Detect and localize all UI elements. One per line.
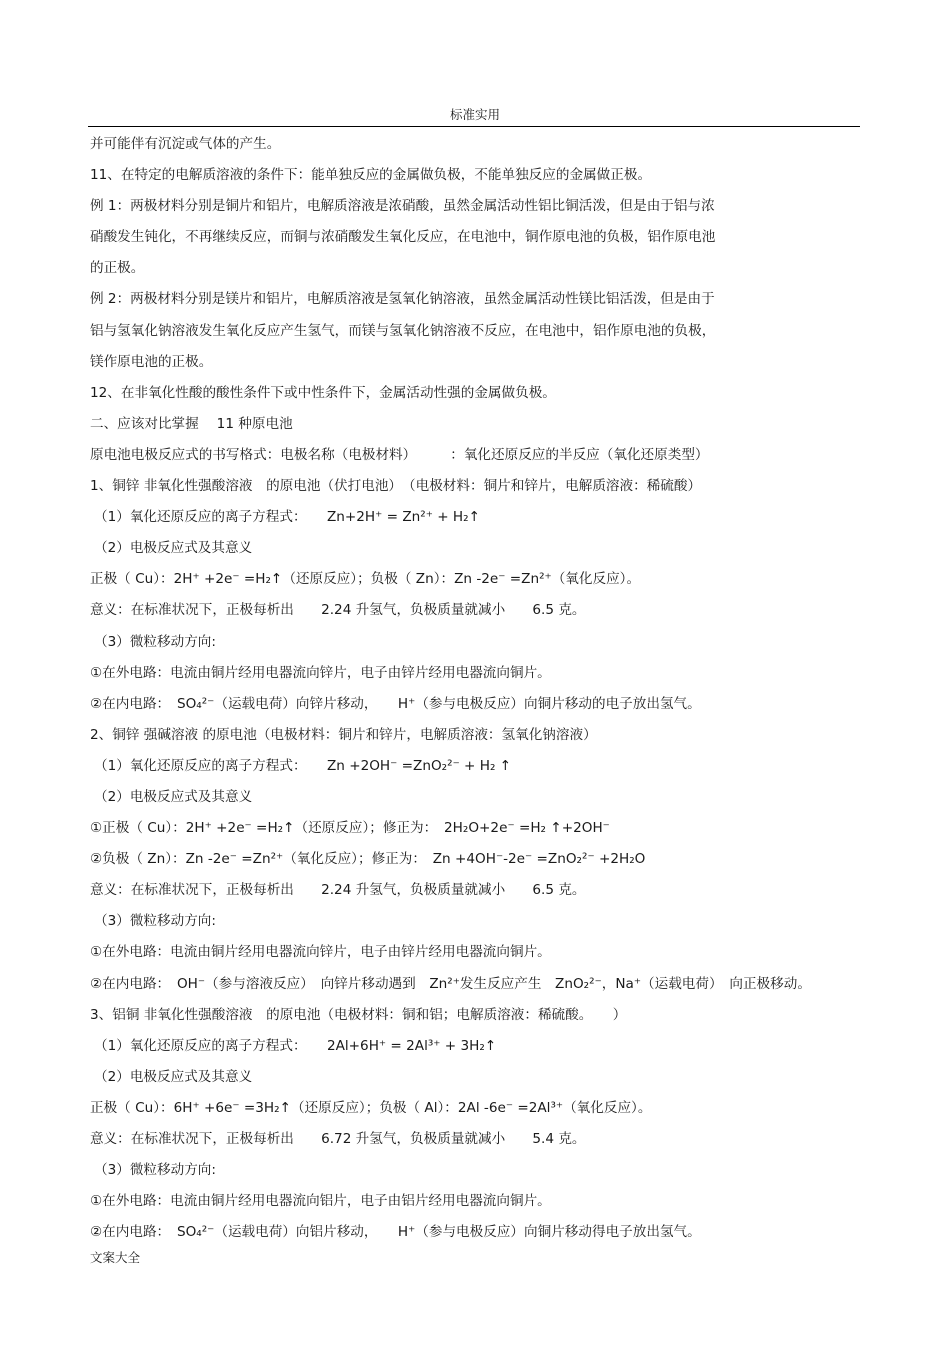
text-line: 正极（ Cu）：2H⁺ +2e⁻ =H₂↑（还原反应）；负极（ Zn）：Zn -2e⁻ =Zn²⁺（氧化反应）。: [90, 571, 641, 588]
text-line: ①在外电路：电流由铜片经用电器流向铝片，电子由铝片经用电器流向铜片。: [90, 1193, 551, 1210]
text-line: 正极（ Cu）：6H⁺ +6e⁻ =3H₂↑（还原反应）；负极（ Al）：2Al -6e⁻ =2Al³⁺（氧化反应）。: [90, 1099, 652, 1116]
text-line: 原电池电极反应式的书写格式：电极名称（电极材料） ：氧化还原反应的半反应（氧化还原类型）: [90, 446, 709, 463]
text-line: ②在内电路： OH⁻（参与溶液反应） 向锌片移动遇到 Zn²⁺发生反应产生 ZnO₂²⁻，Na⁺（运载电荷） 向正极移动。: [90, 975, 811, 992]
text-line: ①在外电路：电流由铜片经用电器流向锌片，电子由锌片经用电器流向铜片。: [90, 944, 551, 961]
section-heading: 二、应该对比掌握 11 种原电池: [90, 415, 293, 432]
text-line: 的正极。: [90, 260, 145, 277]
text-line: 意义：在标准状况下，正极每析出 6.72 升氢气，负极质量就减小 5.4 克。: [90, 1131, 586, 1147]
text-line: 并可能伴有沉淀或气体的产生。: [90, 136, 281, 152]
text-line: 硝酸发生钝化，不再继续反应，而铜与浓硝酸发生氧化反应，在电池中，铜作原电池的负极，铝作原电池: [90, 229, 716, 246]
text-line: ②在内电路： SO₄²⁻（运载电荷）向锌片移动， H⁺（参与电极反应）向铜片移动的电子放出氢气。: [90, 695, 701, 712]
text-line: 11、在特定的电解质溶液的条件下：能单独反应的金属做负极，不能单独反应的金属做正极。: [90, 167, 652, 184]
text-line: 例 1：两极材料分别是铜片和铝片，电解质溶液是浓硝酸，虽然金属活动性铝比铜活泼，但是由于铝与浓: [90, 198, 715, 215]
text-line: 意义：在标准状况下，正极每析出 2.24 升氢气，负极质量就减小 6.5 克。: [90, 602, 586, 619]
text-line: （2）电极反应式及其意义: [94, 1068, 253, 1085]
text-line: （1）氧化还原反应的离子方程式： 2Al+6H⁺ = 2Al³⁺ + 3H₂↑: [94, 1037, 497, 1054]
text-line: 12、在非氧化性酸的酸性条件下或中性条件下，金属活动性强的金属做负极。: [90, 384, 556, 401]
text-line: ①正极（ Cu）：2H⁺ +2e⁻ =H₂↑（还原反应）；修正为： 2H₂O+2e⁻ =H₂ ↑+2OH⁻: [90, 820, 610, 837]
text-line: （3）微粒移动方向:: [94, 633, 216, 650]
text-line: ①在外电路：电流由铜片经用电器流向锌片，电子由锌片经用电器流向铜片。: [90, 664, 551, 681]
document-body: [90, 132, 860, 1251]
subsection-heading: 1、铜锌 非氧化性强酸溶液 的原电池（伏打电池） （电极材料：铜片和锌片，电解质溶液：稀硫酸）: [90, 478, 702, 495]
text-line: 铝与氢氧化钠溶液发生氧化反应产生氢气，而镁与氢氧化钠溶液不反应，在电池中，铝作原电池的负极，: [90, 322, 716, 339]
text-line: （3）微粒移动方向:: [94, 913, 216, 930]
subsection-heading: 3、铝铜 非氧化性强酸溶液 的原电池（电极材料：铜和铝；电解质溶液：稀硫酸。 ）: [90, 1006, 627, 1023]
text-line: （1）氧化还原反应的离子方程式： Zn +2OH⁻ =ZnO₂²⁻ + H₂ ↑: [94, 757, 512, 774]
page-footer: 文案大全: [90, 1250, 141, 1265]
text-line: 意义：在标准状况下，正极每析出 2.24 升氢气，负极质量就减小 6.5 克。: [90, 882, 586, 899]
text-line: ②在内电路： SO₄²⁻（运载电荷）向铝片移动， H⁺（参与电极反应）向铜片移动得电子放出氢气。: [90, 1224, 701, 1241]
text-line: （3）微粒移动方向:: [94, 1162, 216, 1179]
text-line: 镁作原电池的正极。: [90, 353, 213, 370]
text-line: 例 2：两极材料分别是镁片和铝片，电解质溶液是氢氧化钠溶液，虽然金属活动性镁比铝活泼，但是由于: [90, 291, 715, 308]
text-line: （2）电极反应式及其意义: [94, 540, 253, 557]
page-header: 标准实用: [449, 107, 500, 122]
subsection-heading: 2、铜锌 强碱溶液 的原电池（电极材料：铜片和锌片，电解质溶液：氢氧化钠溶液）: [90, 726, 597, 743]
text-line: （1）氧化还原反应的离子方程式： Zn+2H⁺ = Zn²⁺ + H₂↑: [94, 509, 480, 526]
header-rule: [88, 126, 860, 127]
text-line: （2）电极反应式及其意义: [94, 788, 253, 805]
text-line: ②负极（ Zn）：Zn -2e⁻ =Zn²⁺（氧化反应）；修正为： Zn +4OH⁻-2e⁻ =ZnO₂²⁻ +2H₂O: [90, 851, 646, 868]
